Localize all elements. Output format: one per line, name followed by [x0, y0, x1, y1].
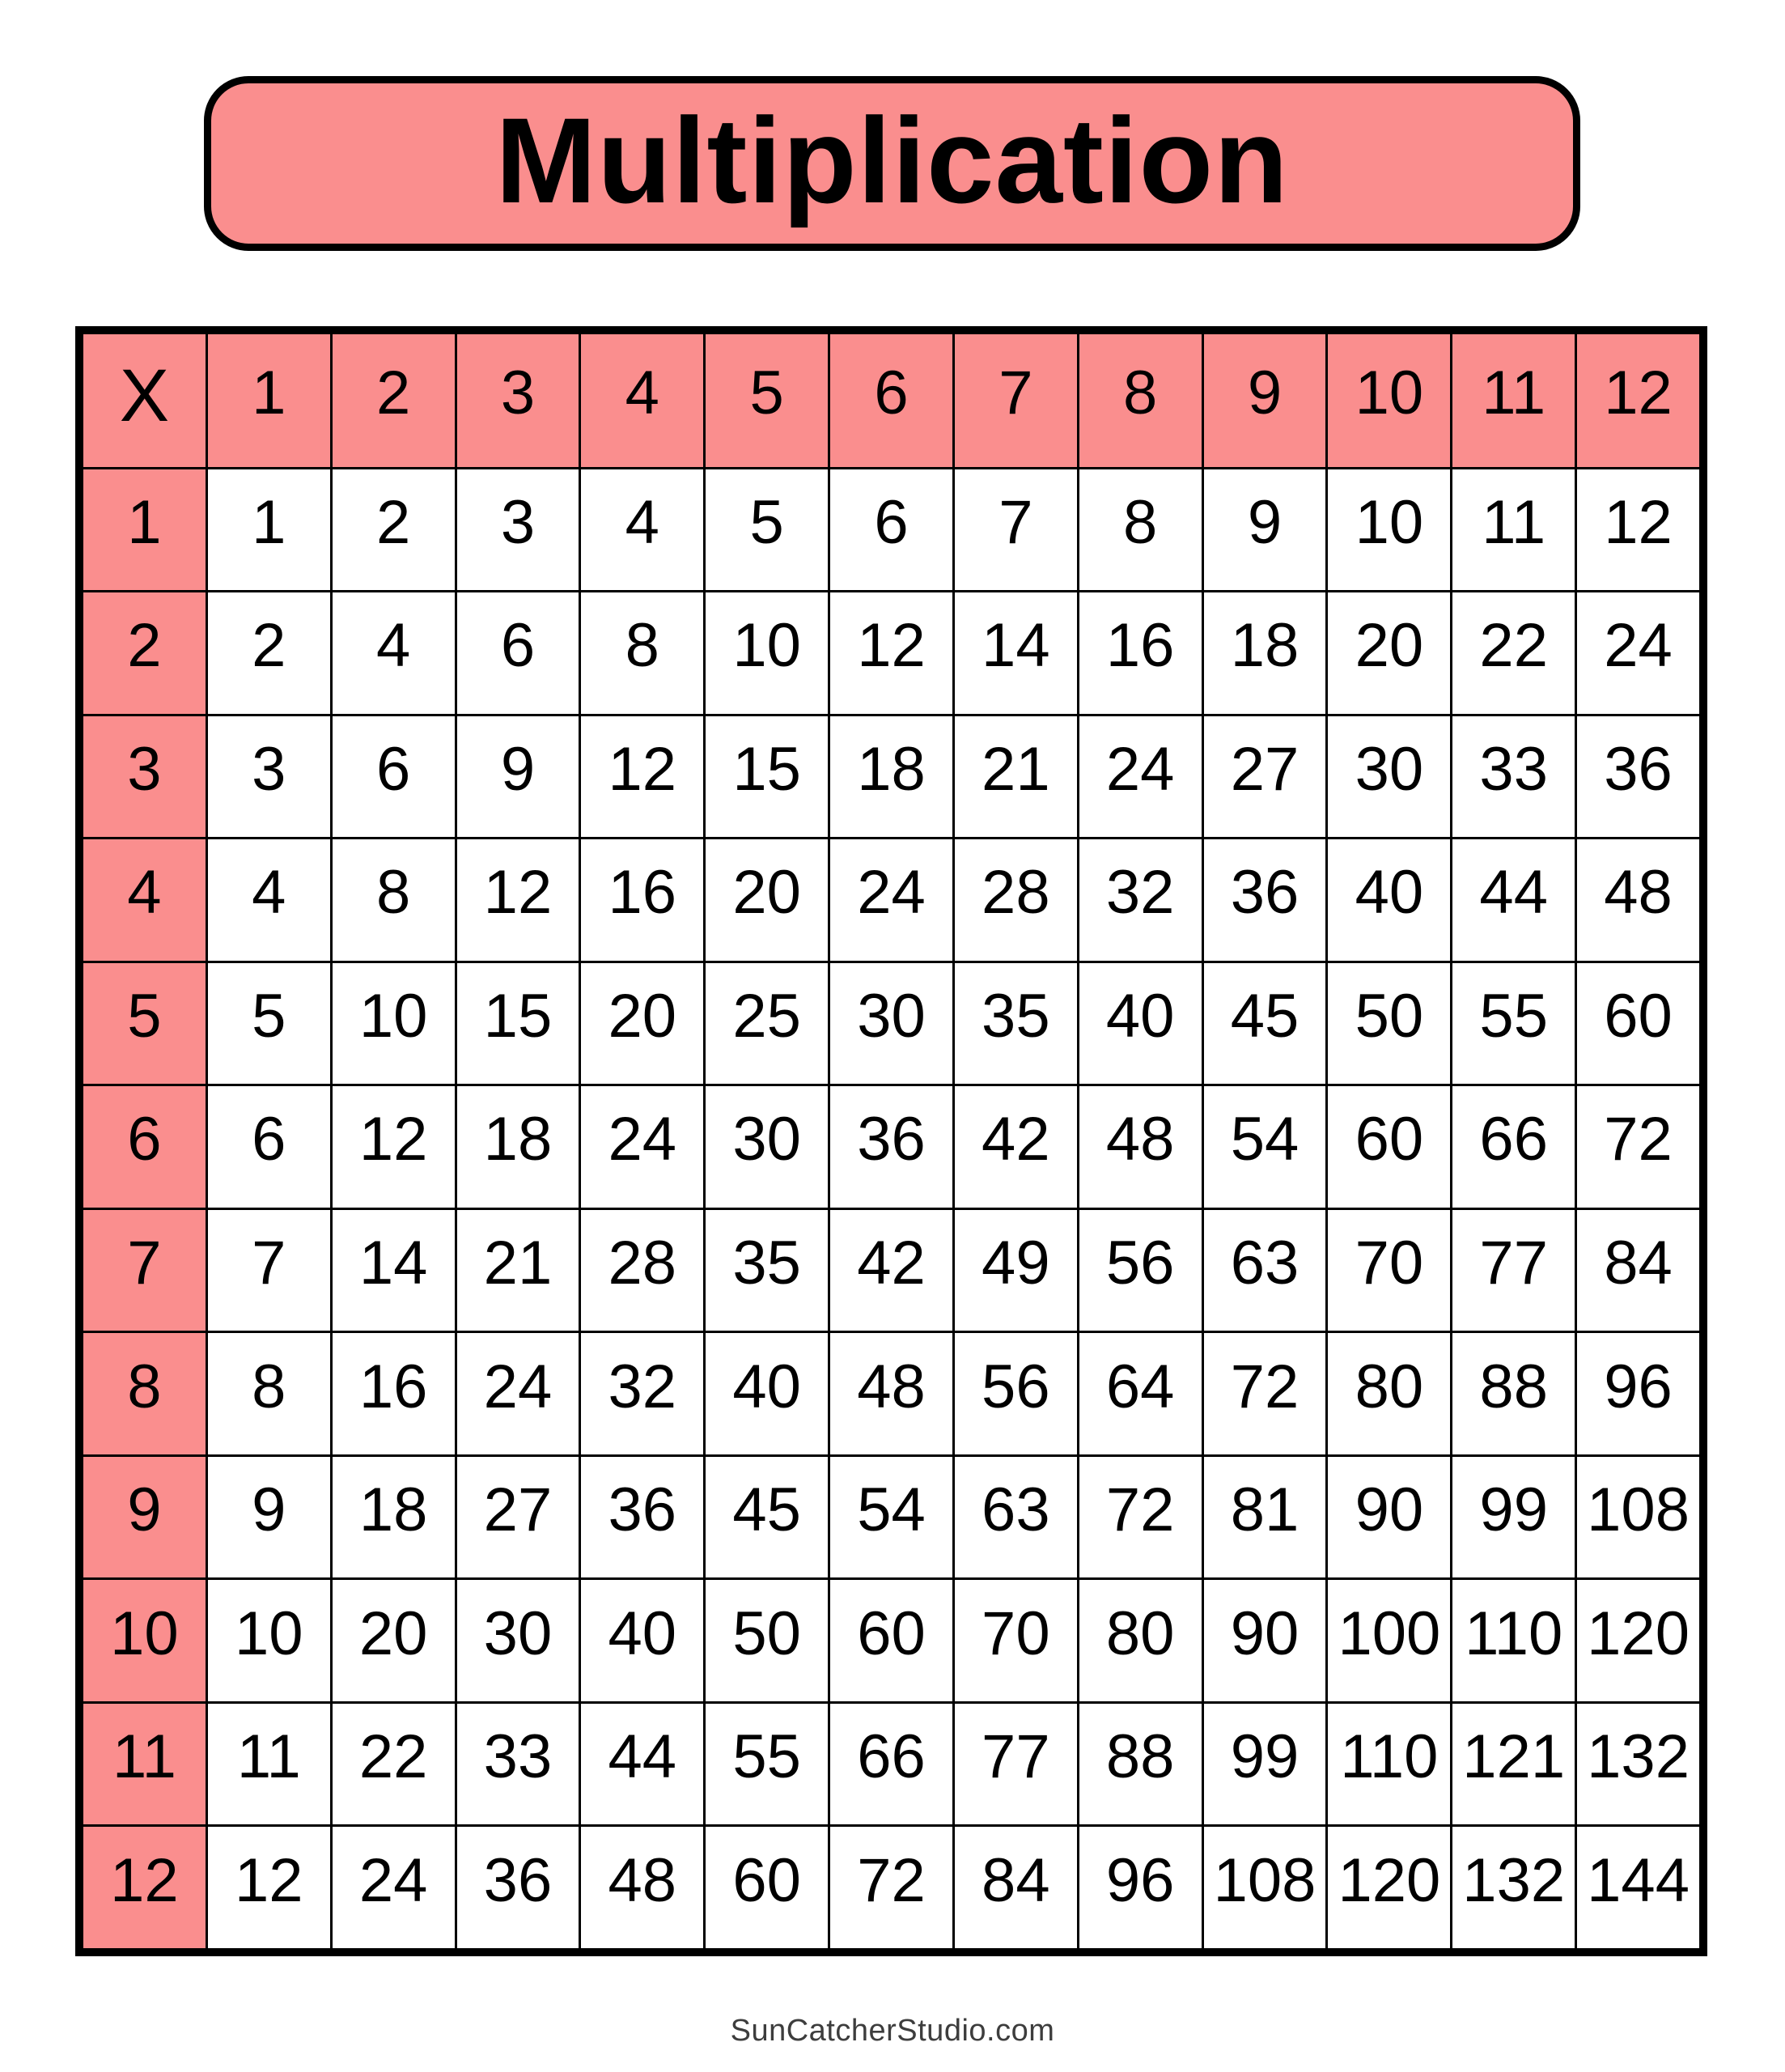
- product-cell: 6: [829, 468, 954, 592]
- product-cell: 60: [1576, 962, 1701, 1085]
- product-cell: 84: [1576, 1208, 1701, 1332]
- row-header-cell: 3: [83, 715, 207, 839]
- product-cell: 8: [580, 592, 705, 715]
- product-cell: 30: [829, 962, 954, 1085]
- product-cell: 70: [1327, 1208, 1452, 1332]
- product-cell: 63: [1202, 1208, 1327, 1332]
- product-cell: 2: [331, 468, 456, 592]
- product-cell: 108: [1576, 1455, 1701, 1579]
- product-cell: 60: [705, 1826, 829, 1950]
- table-row: [83, 1208, 1701, 1332]
- product-cell: 16: [331, 1332, 456, 1456]
- table-header-row: [83, 333, 1701, 469]
- product-cell: 132: [1452, 1826, 1576, 1950]
- product-cell: 30: [705, 1085, 829, 1209]
- product-cell: 12: [206, 1826, 331, 1950]
- product-cell: 14: [953, 592, 1078, 715]
- product-cell: 99: [1452, 1455, 1576, 1579]
- product-cell: 24: [331, 1826, 456, 1950]
- product-cell: 48: [829, 1332, 954, 1456]
- product-cell: 18: [456, 1085, 580, 1209]
- product-cell: 27: [1202, 715, 1327, 839]
- col-header-cell: 9: [1202, 333, 1327, 469]
- product-cell: 7: [206, 1208, 331, 1332]
- col-header-cell: 4: [580, 333, 705, 469]
- product-cell: 9: [1202, 468, 1327, 592]
- product-cell: 42: [953, 1085, 1078, 1209]
- product-cell: 48: [580, 1826, 705, 1950]
- product-cell: 88: [1078, 1702, 1202, 1826]
- product-cell: 96: [1576, 1332, 1701, 1456]
- product-cell: 120: [1576, 1579, 1701, 1703]
- product-cell: 27: [456, 1455, 580, 1579]
- product-cell: 108: [1202, 1826, 1327, 1950]
- table-row: [83, 1085, 1701, 1209]
- product-cell: 81: [1202, 1455, 1327, 1579]
- product-cell: 33: [456, 1702, 580, 1826]
- row-header-cell: 7: [83, 1208, 207, 1332]
- col-header-cell: 6: [829, 333, 954, 469]
- product-cell: 90: [1202, 1579, 1327, 1703]
- product-cell: 80: [1327, 1332, 1452, 1456]
- product-cell: 10: [206, 1579, 331, 1703]
- table-row: [83, 1579, 1701, 1703]
- product-cell: 72: [829, 1826, 954, 1950]
- table-row: [83, 1702, 1701, 1826]
- row-header-cell: 6: [83, 1085, 207, 1209]
- product-cell: 40: [580, 1579, 705, 1703]
- product-cell: 36: [829, 1085, 954, 1209]
- product-cell: 10: [705, 592, 829, 715]
- product-cell: 22: [331, 1702, 456, 1826]
- table-row: [83, 715, 1701, 839]
- product-cell: 64: [1078, 1332, 1202, 1456]
- table-row: [83, 468, 1701, 592]
- product-cell: 5: [206, 962, 331, 1085]
- row-header-cell: 1: [83, 468, 207, 592]
- col-header-cell: 1: [206, 333, 331, 469]
- product-cell: 20: [580, 962, 705, 1085]
- product-cell: 72: [1576, 1085, 1701, 1209]
- product-cell: 14: [331, 1208, 456, 1332]
- product-cell: 56: [1078, 1208, 1202, 1332]
- product-cell: 55: [1452, 962, 1576, 1085]
- product-cell: 8: [1078, 468, 1202, 592]
- product-cell: 33: [1452, 715, 1576, 839]
- table-row: [83, 839, 1701, 962]
- product-cell: 30: [1327, 715, 1452, 839]
- row-header-cell: 11: [83, 1702, 207, 1826]
- product-cell: 66: [829, 1702, 954, 1826]
- product-cell: 18: [1202, 592, 1327, 715]
- table-row: [83, 1826, 1701, 1950]
- product-cell: 45: [1202, 962, 1327, 1085]
- corner-cell: X: [83, 333, 207, 469]
- product-cell: 6: [456, 592, 580, 715]
- product-cell: 6: [206, 1085, 331, 1209]
- table-row: [83, 1332, 1701, 1456]
- product-cell: 44: [580, 1702, 705, 1826]
- product-cell: 90: [1327, 1455, 1452, 1579]
- product-cell: 22: [1452, 592, 1576, 715]
- product-cell: 32: [1078, 839, 1202, 962]
- product-cell: 77: [1452, 1208, 1576, 1332]
- product-cell: 6: [331, 715, 456, 839]
- product-cell: 54: [1202, 1085, 1327, 1209]
- row-header-cell: 9: [83, 1455, 207, 1579]
- product-cell: 35: [705, 1208, 829, 1332]
- product-cell: 54: [829, 1455, 954, 1579]
- product-cell: 24: [1576, 592, 1701, 715]
- product-cell: 9: [206, 1455, 331, 1579]
- product-cell: 4: [206, 839, 331, 962]
- product-cell: 36: [580, 1455, 705, 1579]
- row-header-cell: 4: [83, 839, 207, 962]
- col-header-cell: 12: [1576, 333, 1701, 469]
- col-header-cell: 8: [1078, 333, 1202, 469]
- product-cell: 40: [1327, 839, 1452, 962]
- footer-credit: SunCatcherStudio.com: [730, 2014, 1055, 2048]
- product-cell: 66: [1452, 1085, 1576, 1209]
- product-cell: 50: [1327, 962, 1452, 1085]
- product-cell: 56: [953, 1332, 1078, 1456]
- product-cell: 60: [829, 1579, 954, 1703]
- product-cell: 16: [580, 839, 705, 962]
- product-cell: 132: [1576, 1702, 1701, 1826]
- row-header-cell: 2: [83, 592, 207, 715]
- row-header-cell: 5: [83, 962, 207, 1085]
- product-cell: 45: [705, 1455, 829, 1579]
- product-cell: 8: [331, 839, 456, 962]
- product-cell: 110: [1327, 1702, 1452, 1826]
- product-cell: 48: [1078, 1085, 1202, 1209]
- table-row: [83, 1455, 1701, 1579]
- product-cell: 49: [953, 1208, 1078, 1332]
- product-cell: 10: [1327, 468, 1452, 592]
- product-cell: 21: [953, 715, 1078, 839]
- product-cell: 12: [580, 715, 705, 839]
- product-cell: 21: [456, 1208, 580, 1332]
- product-cell: 70: [953, 1579, 1078, 1703]
- row-header-cell: 8: [83, 1332, 207, 1456]
- product-cell: 63: [953, 1455, 1078, 1579]
- col-header-cell: 5: [705, 333, 829, 469]
- product-cell: 25: [705, 962, 829, 1085]
- product-cell: 8: [206, 1332, 331, 1456]
- product-cell: 60: [1327, 1085, 1452, 1209]
- product-cell: 4: [331, 592, 456, 715]
- product-cell: 72: [1202, 1332, 1327, 1456]
- product-cell: 24: [580, 1085, 705, 1209]
- product-cell: 18: [331, 1455, 456, 1579]
- page-title: Multiplication: [495, 92, 1289, 228]
- col-header-cell: 7: [953, 333, 1078, 469]
- col-header-cell: 11: [1452, 333, 1576, 469]
- product-cell: 40: [1078, 962, 1202, 1085]
- product-cell: 28: [953, 839, 1078, 962]
- product-cell: 36: [1576, 715, 1701, 839]
- product-cell: 15: [456, 962, 580, 1085]
- product-cell: 50: [705, 1579, 829, 1703]
- product-cell: 20: [705, 839, 829, 962]
- product-cell: 3: [206, 715, 331, 839]
- product-cell: 4: [580, 468, 705, 592]
- product-cell: 7: [953, 468, 1078, 592]
- product-cell: 11: [1452, 468, 1576, 592]
- product-cell: 55: [705, 1702, 829, 1826]
- product-cell: 99: [1202, 1702, 1327, 1826]
- product-cell: 96: [1078, 1826, 1202, 1950]
- product-cell: 12: [331, 1085, 456, 1209]
- product-cell: 10: [331, 962, 456, 1085]
- col-header-cell: 3: [456, 333, 580, 469]
- product-cell: 32: [580, 1332, 705, 1456]
- product-cell: 40: [705, 1332, 829, 1456]
- col-header-cell: 10: [1327, 333, 1452, 469]
- product-cell: 30: [456, 1579, 580, 1703]
- product-cell: 2: [206, 592, 331, 715]
- product-cell: 48: [1576, 839, 1701, 962]
- product-cell: 121: [1452, 1702, 1576, 1826]
- product-cell: 120: [1327, 1826, 1452, 1950]
- product-cell: 36: [456, 1826, 580, 1950]
- product-cell: 80: [1078, 1579, 1202, 1703]
- row-header-cell: 10: [83, 1579, 207, 1703]
- multiplication-table: [75, 326, 1707, 1956]
- product-cell: 100: [1327, 1579, 1452, 1703]
- product-cell: 20: [1327, 592, 1452, 715]
- product-cell: 12: [1576, 468, 1701, 592]
- multiplication-grid: [81, 332, 1702, 1951]
- product-cell: 144: [1576, 1826, 1701, 1950]
- product-cell: 44: [1452, 839, 1576, 962]
- product-cell: 77: [953, 1702, 1078, 1826]
- product-cell: 72: [1078, 1455, 1202, 1579]
- product-cell: 42: [829, 1208, 954, 1332]
- product-cell: 35: [953, 962, 1078, 1085]
- table-row: [83, 592, 1701, 715]
- product-cell: 24: [829, 839, 954, 962]
- product-cell: 24: [1078, 715, 1202, 839]
- product-cell: 5: [705, 468, 829, 592]
- product-cell: 84: [953, 1826, 1078, 1950]
- table-row: [83, 962, 1701, 1085]
- product-cell: 11: [206, 1702, 331, 1826]
- col-header-cell: 2: [331, 333, 456, 469]
- product-cell: 12: [829, 592, 954, 715]
- product-cell: 20: [331, 1579, 456, 1703]
- product-cell: 36: [1202, 839, 1327, 962]
- title-banner: [204, 76, 1580, 251]
- product-cell: 28: [580, 1208, 705, 1332]
- product-cell: 110: [1452, 1579, 1576, 1703]
- product-cell: 24: [456, 1332, 580, 1456]
- product-cell: 1: [206, 468, 331, 592]
- product-cell: 12: [456, 839, 580, 962]
- product-cell: 18: [829, 715, 954, 839]
- product-cell: 16: [1078, 592, 1202, 715]
- product-cell: 15: [705, 715, 829, 839]
- product-cell: 9: [456, 715, 580, 839]
- product-cell: 88: [1452, 1332, 1576, 1456]
- product-cell: 3: [456, 468, 580, 592]
- row-header-cell: 12: [83, 1826, 207, 1950]
